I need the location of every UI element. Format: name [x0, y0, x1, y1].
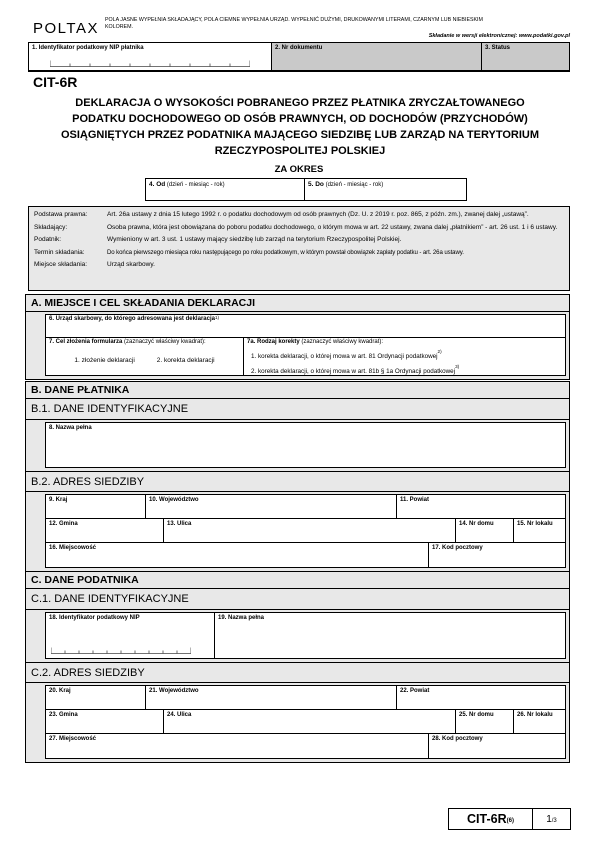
- address-grid-platnik: [45, 494, 566, 568]
- field-period-from-hint: (dzień - miesiąc - rok): [165, 182, 225, 188]
- address-row: [46, 495, 565, 519]
- field-period-to-label: 5. Do: [308, 181, 324, 188]
- id-row: [28, 42, 570, 72]
- field-rodzaj-korekty-label: 7a. Rodzaj korekty: [247, 339, 300, 345]
- field-gmina-platnika[interactable]: [46, 519, 164, 542]
- field-label: 17. Kod pocztowy: [432, 545, 483, 551]
- section-b2-heading-text: B.2. ADRES SIEDZIBY: [31, 475, 145, 488]
- field-label: 15. Nr lokalu: [517, 521, 553, 527]
- field-period-to-hint: (dzień - miesiąc - rok): [323, 182, 384, 188]
- field-nr-dokumentu: [271, 43, 481, 70]
- field-period-from[interactable]: [146, 179, 304, 200]
- form-title-line: DEKLARACJA O WYSOKOŚCI POBRANEGO PRZEZ PŁATNIKA ZRYCZAŁTOWANEGO: [75, 97, 525, 109]
- nip-ruler: [51, 645, 191, 654]
- field-label: 9. Kraj: [49, 497, 68, 503]
- legal-row: [34, 249, 566, 257]
- field-nip-podatnika[interactable]: [45, 612, 215, 659]
- form-title-line: PODATKU DOCHODOWEGO OD OSÓB PRAWNYCH, OD DOCHODÓW (PRZYCHODÓW): [72, 113, 528, 125]
- address-grid-podatnik: [45, 685, 566, 759]
- section-b-heading: [26, 382, 569, 399]
- section-c1-content: [26, 610, 569, 662]
- field-nazwa-pelna-platnika-label: 8. Nazwa pełna: [49, 425, 92, 431]
- field-nip-podatnika-label: 18. Identyfikator podatkowy NIP: [49, 615, 140, 621]
- field-kod-pocztowy-podatnika[interactable]: [429, 734, 565, 758]
- field-nazwa-pelna-platnika[interactable]: [45, 422, 566, 468]
- section-c: [25, 571, 570, 763]
- field-nr-domu-platnika[interactable]: [456, 519, 514, 542]
- field-label: 24. Ulica: [167, 712, 192, 718]
- option-korekta-deklaracji[interactable]: 2. korekta deklaracji: [156, 357, 215, 364]
- section-b: [25, 381, 570, 572]
- legal-label: Termin składania:: [34, 248, 85, 256]
- footer-form-code-text: CIT-6R: [467, 812, 507, 826]
- field-cel-zlozenia: [45, 337, 243, 376]
- fill-instructions-line1: POLA JASNE WYPEŁNIA SKŁADAJĄCY, POLA CIEMNE WYPEŁNIA URZĄD. WYPEŁNIĆ DUŻYMI, DRUKOWANYMI LITERAMI, CZARNYM LUB NIEBIESKIM: [105, 17, 483, 23]
- section-a-heading-text: A. MIEJSCE I CEL SKŁADANIA DEKLARACJI: [31, 297, 256, 309]
- field-nip-platnika[interactable]: [29, 43, 271, 70]
- legal-row: [34, 211, 566, 219]
- field-rodzaj-korekty: [243, 337, 566, 376]
- footer-form-version: (6): [506, 817, 514, 824]
- field-nr-lokalu-platnika[interactable]: [514, 519, 565, 542]
- footer-page-current: 1: [546, 813, 552, 825]
- field-ulica-podatnika[interactable]: [164, 710, 456, 733]
- field-status-label: 3. Status: [485, 45, 511, 51]
- section-c1-heading-text: C.1. DANE IDENTYFIKACYJNE: [31, 593, 189, 605]
- form-title-line: RZECZYPOSPOLITEJ POLSKIEJ: [214, 145, 386, 157]
- field-nr-domu-podatnika[interactable]: [456, 710, 514, 733]
- field-wojewodztwo-platnika[interactable]: [146, 495, 397, 518]
- field-rodzaj-korekty-hint: (zaznaczyć właściwy kwadrat):: [299, 339, 384, 345]
- legal-text: Urząd skarbowy.: [107, 261, 155, 269]
- footer-page-total: /3: [551, 817, 557, 824]
- section-b1-heading: [26, 399, 569, 420]
- period-heading: ZA OKRES: [274, 164, 324, 175]
- field-miejscowosc-podatnika[interactable]: [46, 734, 429, 758]
- field-label: 20. Kraj: [49, 688, 71, 694]
- field-kraj-platnika[interactable]: [46, 495, 146, 518]
- address-row: [46, 686, 565, 710]
- field-miejscowosc-platnika[interactable]: [46, 543, 429, 567]
- field-urzad-skarbowy-label: 6. Urząd skarbowy, do którego adresowana jest deklaracja: [49, 316, 215, 322]
- section-c2-heading-text: C.2. ADRES SIEDZIBY: [31, 666, 145, 679]
- field-label: 12. Gmina: [49, 521, 78, 527]
- field-cel-zlozenia-hint: (zaznaczyć właściwy kwadrat):: [122, 339, 206, 345]
- section-b2-heading: [26, 471, 569, 492]
- field-label: 23. Gmina: [49, 712, 78, 718]
- option-korekta-art81[interactable]: 1. korekta deklaracji, o której mowa w art. 81 Ordynacji podatkowej: [251, 353, 438, 361]
- legal-text: Do końca pierwszego miesiąca roku następującego po roku podatkowym, w którym powstał obowiązek zapłaty podatku - art. 26a ustawy.: [107, 248, 464, 256]
- section-c-heading: [26, 572, 569, 589]
- legal-label: Składający:: [34, 223, 68, 231]
- field-nr-lokalu-podatnika[interactable]: [514, 710, 565, 733]
- field-ulica-platnika[interactable]: [164, 519, 456, 542]
- field-label: 22. Powiat: [400, 688, 430, 694]
- field-period-from-label: 4. Od: [149, 181, 166, 188]
- section-a-content: [26, 312, 569, 379]
- field-period-to[interactable]: [304, 179, 466, 200]
- legal-label: Miejsce składania:: [34, 261, 88, 269]
- form-title: [55, 95, 545, 159]
- form-code: CIT-6R: [33, 74, 78, 90]
- footnote-2-marker: 2): [437, 348, 442, 354]
- section-b-heading-text: B. DANE PŁATNIKA: [31, 384, 130, 396]
- legal-label: Podatnik:: [34, 236, 62, 244]
- efiling-note: Składanie w wersji elektronicznej: www.podatki.gov.pl: [428, 33, 570, 39]
- address-row: [46, 519, 565, 543]
- field-label: 13. Ulica: [167, 521, 192, 527]
- field-gmina-podatnika[interactable]: [46, 710, 164, 733]
- legal-text: Art. 26a ustawy z dnia 15 lutego 1992 r. o podatku dochodowym od osób prawnych (Dz. U. z 2019 r. poz. 865, z późn. zm.), zwanej dalej „ustawą”.: [107, 211, 529, 218]
- section-c2-heading: [26, 662, 569, 683]
- section-a-heading: [26, 295, 569, 312]
- period-box: [145, 178, 467, 201]
- field-label: 21. Województwo: [149, 688, 199, 694]
- field-label: 10. Województwo: [149, 497, 199, 503]
- field-nazwa-pelna-podatnika-label: 19. Nazwa pełna: [218, 615, 265, 621]
- field-urzad-skarbowy[interactable]: [45, 314, 566, 338]
- field-nip-platnika-label: 1. Identyfikator podatkowy NIP płatnika: [32, 45, 144, 51]
- field-nazwa-pelna-podatnika[interactable]: [215, 612, 566, 659]
- legal-text: Osoba prawna, która jest obowiązana do poboru podatku dochodowego, o którym mowa w art. 22 ustawy, zwana dalej „płatnikiem” - art. 26 ust. 1 i 6 ustawy.: [107, 223, 558, 231]
- section-b1-heading-text: B.1. DANE IDENTYFIKACYJNE: [31, 403, 189, 415]
- address-row: [46, 710, 565, 734]
- page-footer-box: [448, 808, 571, 830]
- field-label: 25. Nr domu: [459, 712, 494, 718]
- address-row: [46, 734, 565, 758]
- footnote-1-marker: 1): [214, 315, 220, 321]
- legal-row: [34, 236, 566, 244]
- nip-ruler: [50, 58, 250, 67]
- legal-row: [34, 261, 566, 269]
- field-nr-dokumentu-label: 2. Nr dokumentu: [275, 45, 323, 51]
- fill-instructions: [105, 17, 505, 30]
- fill-instructions-line2: KOLOREM.: [105, 23, 133, 30]
- section-a: [25, 294, 570, 380]
- field-powiat-platnika[interactable]: [397, 495, 565, 518]
- field-kod-pocztowy-platnika[interactable]: [429, 543, 565, 567]
- address-row: [46, 543, 565, 567]
- field-label: 14. Nr domu: [459, 521, 494, 527]
- form-title-line: OSIĄGNIĘTYCH PRZEZ PODATNIKA MAJĄCEGO SIEDZIBĘ LUB ZARZĄD NA TERYTORIUM: [60, 129, 540, 141]
- poltax-logo: POLTAX: [33, 20, 99, 37]
- section-b1-content: [26, 420, 569, 471]
- option-korekta-art81b[interactable]: 2. korekta deklaracji, o której mowa w art. 81b § 1a Ordynacji podatkowej: [251, 368, 456, 376]
- legal-basis-block: [28, 206, 570, 291]
- legal-row: [34, 224, 566, 232]
- legal-label: Podstawa prawna:: [34, 211, 88, 218]
- field-label: 16. Miejscowość: [49, 545, 97, 551]
- field-kraj-podatnika[interactable]: [46, 686, 146, 709]
- purpose-row: [45, 337, 566, 376]
- section-c2-content: [26, 683, 569, 762]
- footer-form-code: [449, 809, 533, 829]
- field-wojewodztwo-podatnika[interactable]: [146, 686, 397, 709]
- field-label: 11. Powiat: [400, 497, 430, 503]
- field-label: 28. Kod pocztowy: [432, 736, 483, 742]
- section-c-heading-text: C. DANE PODATNIKA: [31, 574, 139, 586]
- field-label: 27. Miejscowość: [49, 736, 97, 742]
- footer-page-number: [533, 809, 570, 829]
- legal-text: Wymieniony w art. 3 ust. 1 ustawy mający siedzibę lub zarząd na terytorium Rzeczypospolitej Polskiej.: [107, 236, 402, 244]
- field-powiat-podatnika[interactable]: [397, 686, 565, 709]
- field-cel-zlozenia-label: 7. Cel złożenia formularza: [49, 339, 123, 345]
- footnote-3-marker: 3): [455, 363, 460, 369]
- option-zlozenie-deklaracji[interactable]: 1. złożenie deklaracji: [74, 357, 135, 364]
- section-c1-heading: [26, 589, 569, 610]
- field-label: 26. Nr lokalu: [517, 712, 553, 718]
- field-status: [481, 43, 569, 70]
- section-b2-content: [26, 492, 569, 571]
